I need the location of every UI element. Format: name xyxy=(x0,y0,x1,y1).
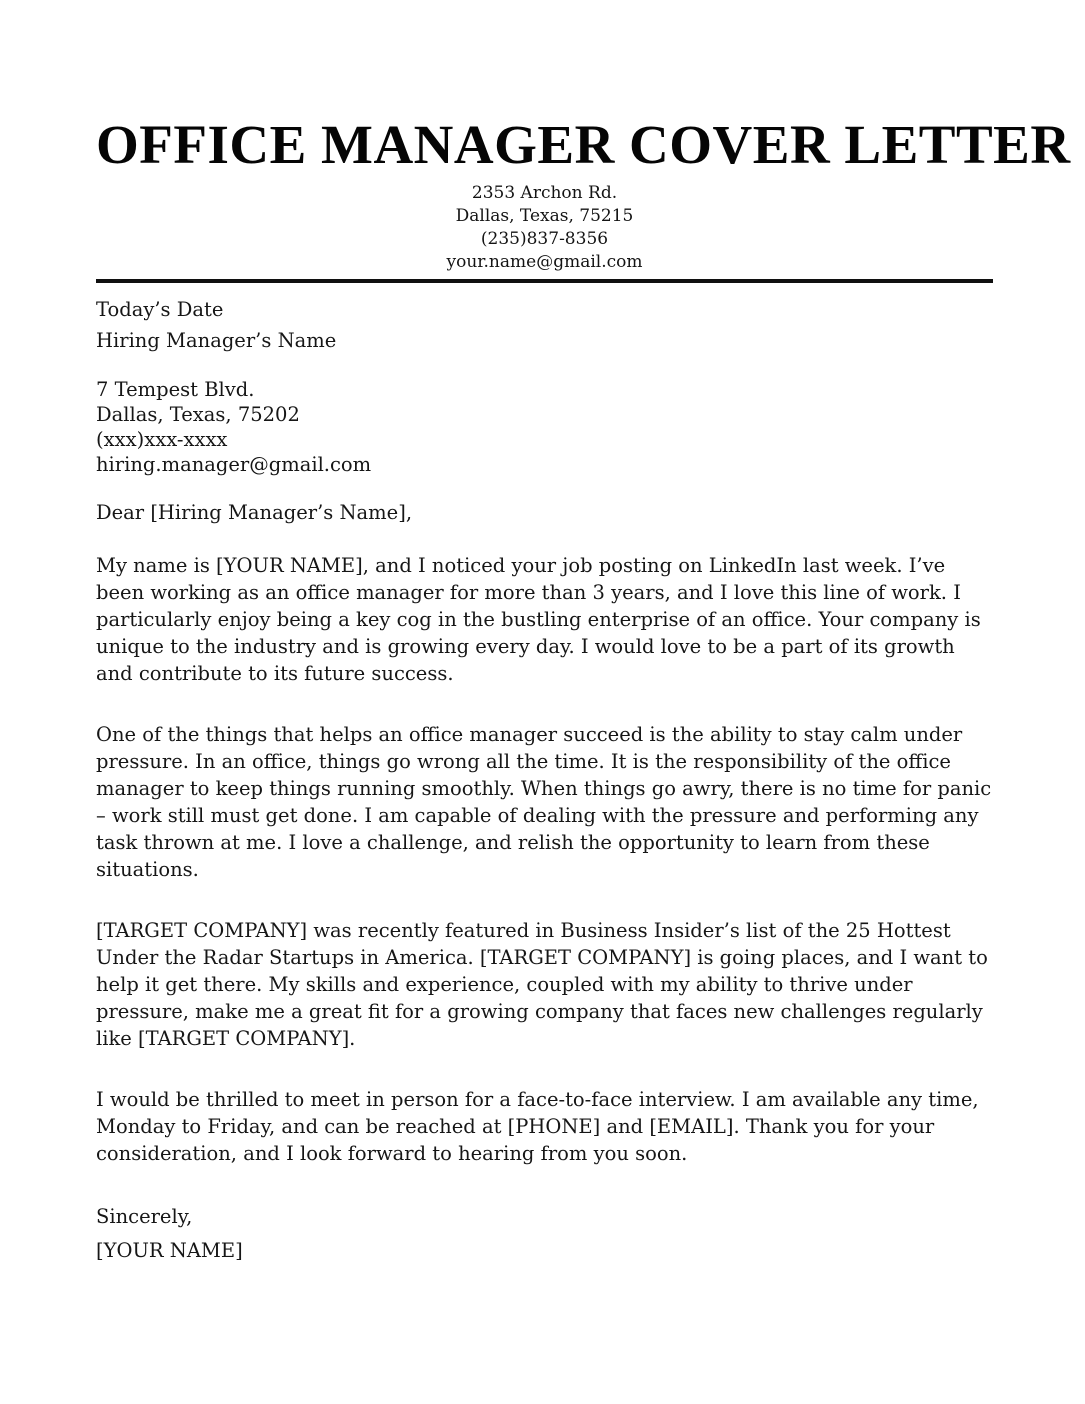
sender-phone: (235)837-8356 xyxy=(480,229,609,249)
signature-name: [YOUR NAME] xyxy=(96,1239,243,1262)
letter-body xyxy=(96,296,993,1264)
body-paragraph-call-to-action: I would be thrilled to meet in person for a face-to-face interview. I am available any time, Monday to Friday, and can be reached at [PHONE] and [EMAIL]. Thank you for your consideration, and I look forward to hearing from you soon. xyxy=(96,1088,979,1165)
recipient-phone: (xxx)xxx-xxxx xyxy=(96,428,228,451)
recipient-city-state-zip: Dallas, Texas, 75202 xyxy=(96,403,300,426)
recipient-street-address: 7 Tempest Blvd. xyxy=(96,378,255,401)
sender-contact-block xyxy=(96,182,993,274)
sender-city-state-zip: Dallas, Texas, 75215 xyxy=(455,206,634,226)
recipient-address-block xyxy=(96,377,993,477)
sender-street-address: 2353 Archon Rd. xyxy=(471,183,618,203)
document-title: OFFICE MANAGER COVER LETTER xyxy=(96,114,1071,175)
body-paragraph-intro: My name is [YOUR NAME], and I noticed your job posting on LinkedIn last week. I’ve been working as an office manager for more than 3 years, and I love this line of work. I particularly enjoy being a key cog in the bustling enterprise of an office. Your company is unique to the industry and is growing every day. I would love to be a part of its growth and contribute to its future success. xyxy=(96,554,981,685)
header-divider xyxy=(96,279,993,283)
body-paragraph-skills: One of the things that helps an office manager succeed is the ability to stay calm under pressure. In an office, things go wrong all the time. It is the responsibility of the office manager to keep things running smoothly. When things go awry, there is no time for panic – work still must get done. I am capable of dealing with the pressure and performing any task thrown at me. I love a challenge, and relish the opportunity to learn from these situations. xyxy=(96,723,992,881)
sender-email: your.name@gmail.com xyxy=(446,252,643,272)
recipient-name: Hiring Manager’s Name xyxy=(96,329,337,352)
salutation: Dear [Hiring Manager’s Name], xyxy=(96,501,413,524)
letterhead xyxy=(96,114,1071,283)
body-paragraph-company: [TARGET COMPANY] was recently featured in Business Insider’s list of the 25 Hottest Under the Radar Startups in America. [TARGET COMPANY] is going places, and I want to help it get there. My skills and experience, coupled with my ability to thrive under pressure, make me a great fit for a growing company that faces new challenges regularly like [TARGET COMPANY]. xyxy=(96,919,988,1050)
closing: Sincerely, xyxy=(96,1205,193,1228)
date-line: Today’s Date xyxy=(96,298,224,321)
recipient-email: hiring.manager@gmail.com xyxy=(96,453,372,476)
